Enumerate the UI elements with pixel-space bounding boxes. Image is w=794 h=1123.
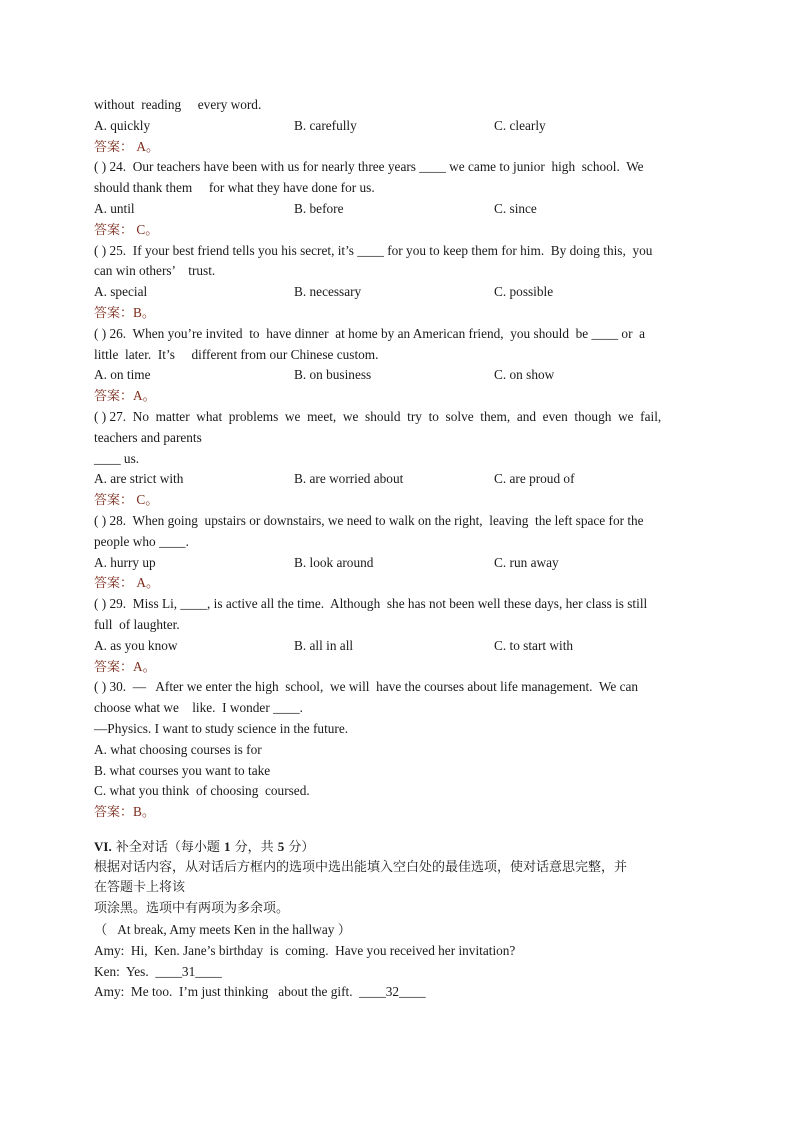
q29-option-b: B. all in all	[294, 637, 354, 653]
q26-answer	[94, 386, 702, 407]
section-6-title: 补全对话（每小题	[111, 839, 224, 855]
q27-options	[94, 469, 702, 490]
section-6-title-mid: 分，共	[230, 839, 278, 855]
q30-answer	[94, 802, 702, 823]
q26-stem-line2: little later. It’s different from our Chinese custom.	[94, 346, 379, 362]
q28-option-a: A. hurry up	[94, 554, 156, 570]
answer-value: A。	[136, 575, 160, 591]
q27-answer	[94, 490, 702, 511]
q29-option-a: A. as you know	[94, 637, 178, 653]
answer-label: 答案：	[94, 305, 134, 321]
q24-option-a: A. until	[94, 200, 135, 216]
q29-stem-line2: full of laughter.	[94, 616, 180, 632]
section-6-heading	[94, 837, 702, 858]
answer-value: C。	[136, 221, 159, 237]
answer-label: 答案：	[94, 222, 134, 238]
dialogue-line-3: Amy: Me too. I’m just thinking about the gift. ____32____	[94, 984, 426, 1000]
q25-options	[94, 282, 702, 303]
q28-answer	[94, 573, 702, 594]
answer-label: 答案：	[94, 805, 134, 821]
q28-option-c: C. run away	[494, 554, 559, 570]
section-6-instruction-line2: 在答题卡上将该	[94, 880, 186, 896]
q26-option-a: A. on time	[94, 367, 151, 383]
q30-stem-line2: choose what we like. I wonder ____.	[94, 700, 304, 716]
q30-option-c: C. what you think of choosing coursed.	[94, 783, 310, 799]
document-page	[94, 95, 702, 1003]
section-6-points-total: 5	[277, 838, 285, 854]
q29-option-c: C. to start with	[494, 637, 574, 653]
q24-options	[94, 199, 702, 220]
q25-option-c: C. possible	[494, 284, 554, 300]
q27-stem-line2: teachers and parents	[94, 429, 202, 445]
dialogue-line-1: Amy: Hi, Ken. Jane’s birthday is coming. Have you received her invitation?	[94, 942, 516, 958]
section-6-instruction-line1: 根据对话内容，从对话后方框内的选项中选出能填入空白处的最佳选项，使对话意思完整，并	[94, 859, 628, 875]
q23-option-a: A. quickly	[94, 117, 151, 133]
q25-option-a: A. special	[94, 284, 148, 300]
q27-option-b: B. are worried about	[294, 471, 404, 487]
q24-option-b: B. before	[294, 200, 344, 216]
answer-label: 答案：	[94, 389, 134, 405]
answer-value: A。	[136, 138, 160, 154]
q29-stem-line1: ( ) 29. Miss Li, ____, is active all the time. Although she has not been well these days, her class is still	[94, 596, 648, 612]
q28-stem-line2: people who ____.	[94, 533, 189, 549]
q24-stem-line2: should thank them for what they have done for us.	[94, 180, 375, 196]
q26-options	[94, 365, 702, 386]
dialogue-scene: （ At break, Amy meets Ken in the hallway ）	[94, 922, 352, 938]
q23-options	[94, 116, 702, 137]
answer-value: A。	[133, 658, 156, 674]
answer-value: C。	[136, 492, 159, 508]
answer-label: 答案：	[94, 576, 134, 592]
q28-options	[94, 553, 702, 574]
q28-stem-line1: ( ) 28. When going upstairs or downstairs, we need to walk on the right, leaving the left space for the	[94, 512, 644, 528]
section-6-number: VI.	[94, 838, 112, 854]
q23-option-b: B. carefully	[294, 117, 357, 133]
q23-answer	[94, 137, 702, 158]
q28-option-b: B. look around	[294, 554, 374, 570]
q27-option-a: A. are strict with	[94, 471, 184, 487]
q27-option-c: C. are proud of	[494, 471, 575, 487]
q26-option-c: C. on show	[494, 367, 555, 383]
q25-stem-line1: ( ) 25. If your best friend tells you his secret, it’s ____ for you to keep them for him. By doing this, you	[94, 242, 653, 258]
q25-answer	[94, 303, 702, 324]
answer-label: 答案：	[94, 139, 134, 155]
answer-value: B。	[133, 304, 156, 320]
q30-reply: —Physics. I want to study science in the future.	[94, 720, 349, 736]
q23-option-c: C. clearly	[494, 117, 546, 133]
section-6-instruction-line3: 项涂黑。选项中有两项为多余项。	[94, 901, 290, 917]
answer-value: A。	[133, 388, 156, 404]
q24-stem-line1: ( ) 24. Our teachers have been with us for nearly three years ____ we came to junior high school. We	[94, 159, 644, 175]
q29-options	[94, 636, 702, 657]
answer-label: 答案：	[94, 493, 134, 509]
section-6-title-end: 分）	[284, 839, 315, 855]
answer-label: 答案：	[94, 659, 134, 675]
q25-option-b: B. necessary	[294, 284, 362, 300]
q27-stem-line1: ( ) 27. No matter what problems we meet, we should try to solve them, and even though we fail,	[94, 408, 662, 424]
q26-option-b: B. on business	[294, 367, 372, 383]
q27-stem-line3: ____ us.	[94, 450, 140, 466]
q25-stem-line2: can win others’ trust.	[94, 263, 216, 279]
q24-option-c: C. since	[494, 200, 537, 216]
q23-stem-tail: without reading every word.	[94, 97, 262, 112]
q30-stem-line1: ( ) 30. — After we enter the high school, we will have the courses about life management. We can	[94, 679, 639, 695]
answer-value: B。	[133, 804, 156, 820]
q26-stem-line1: ( ) 26. When you’re invited to have dinner at home by an American friend, you should be ____ or a	[94, 325, 646, 341]
q24-answer	[94, 220, 702, 241]
q30-option-b: B. what courses you want to take	[94, 762, 271, 778]
q30-option-a: A. what choosing courses is for	[94, 741, 262, 757]
q29-answer	[94, 657, 702, 678]
dialogue-line-2: Ken: Yes. ____31____	[94, 963, 222, 979]
section-6-points-each: 1	[223, 838, 231, 854]
